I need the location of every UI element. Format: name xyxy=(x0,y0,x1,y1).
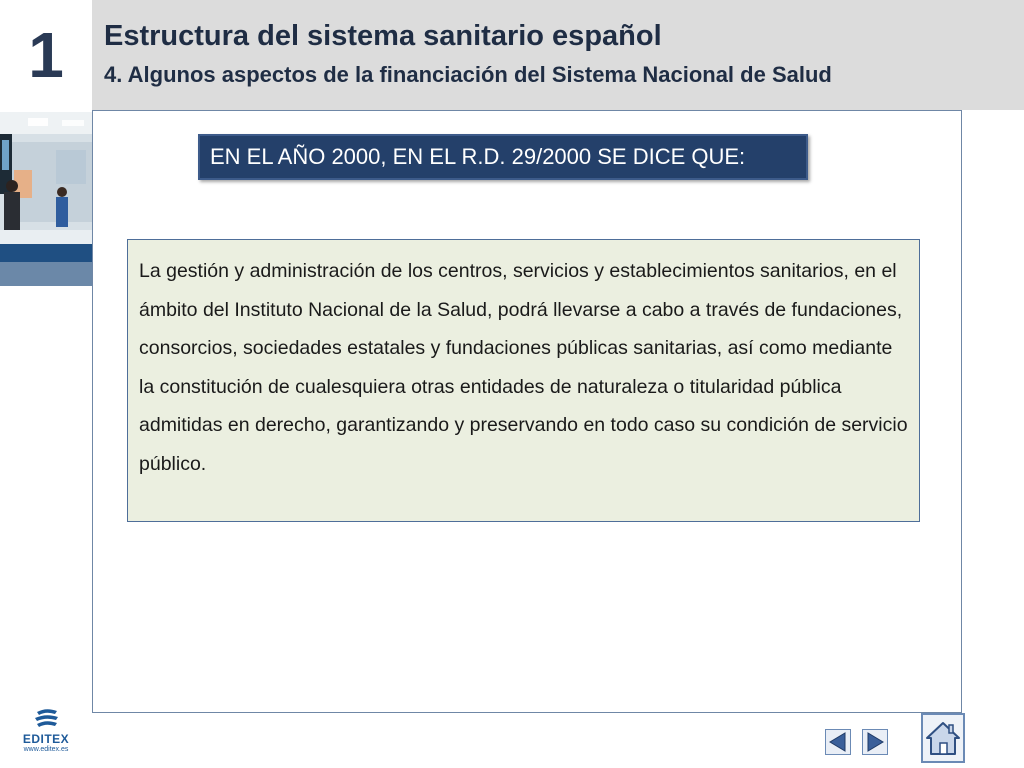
reception-photo-illustration xyxy=(0,112,92,286)
triangle-left-icon xyxy=(826,730,850,754)
prev-button[interactable] xyxy=(825,729,851,755)
chapter-number: 1 xyxy=(28,19,64,91)
header-band xyxy=(92,0,1024,110)
home-button[interactable] xyxy=(921,713,965,763)
editex-logo xyxy=(14,708,78,760)
triangle-right-icon xyxy=(863,730,887,754)
banner-text: EN EL AÑO 2000, EN EL R.D. 29/2000 SE DICE QUE: xyxy=(210,144,746,169)
section-banner xyxy=(198,134,808,180)
house-icon xyxy=(923,715,963,761)
logo-name: EDITEX xyxy=(22,732,70,746)
logo-url: www.editex.es xyxy=(23,746,69,753)
page-title: Estructura del sistema sanitario español xyxy=(104,20,662,52)
reception-photo xyxy=(0,112,92,286)
next-button[interactable] xyxy=(862,729,888,755)
quote-box xyxy=(127,239,920,522)
quote-text: La gestión y administración de los centros, servicios y establecimientos sanitarios, en el ámbito del Instituto Nacional de la Salud, podrá llevarse a cabo a través de fundaciones, consorcios, sociedades estatales y fundaciones públicas sanitarias, así como mediante la constitución de cualesquiera otras entidades de naturaleza o titularidad pública admitidas en derecho, garantizando y preservando en todo caso su condición de servicio público. xyxy=(139,260,908,475)
editex-logo-icon xyxy=(31,708,61,730)
page-subtitle: 4. Algunos aspectos de la financiación del Sistema Nacional de Salud xyxy=(104,62,832,87)
